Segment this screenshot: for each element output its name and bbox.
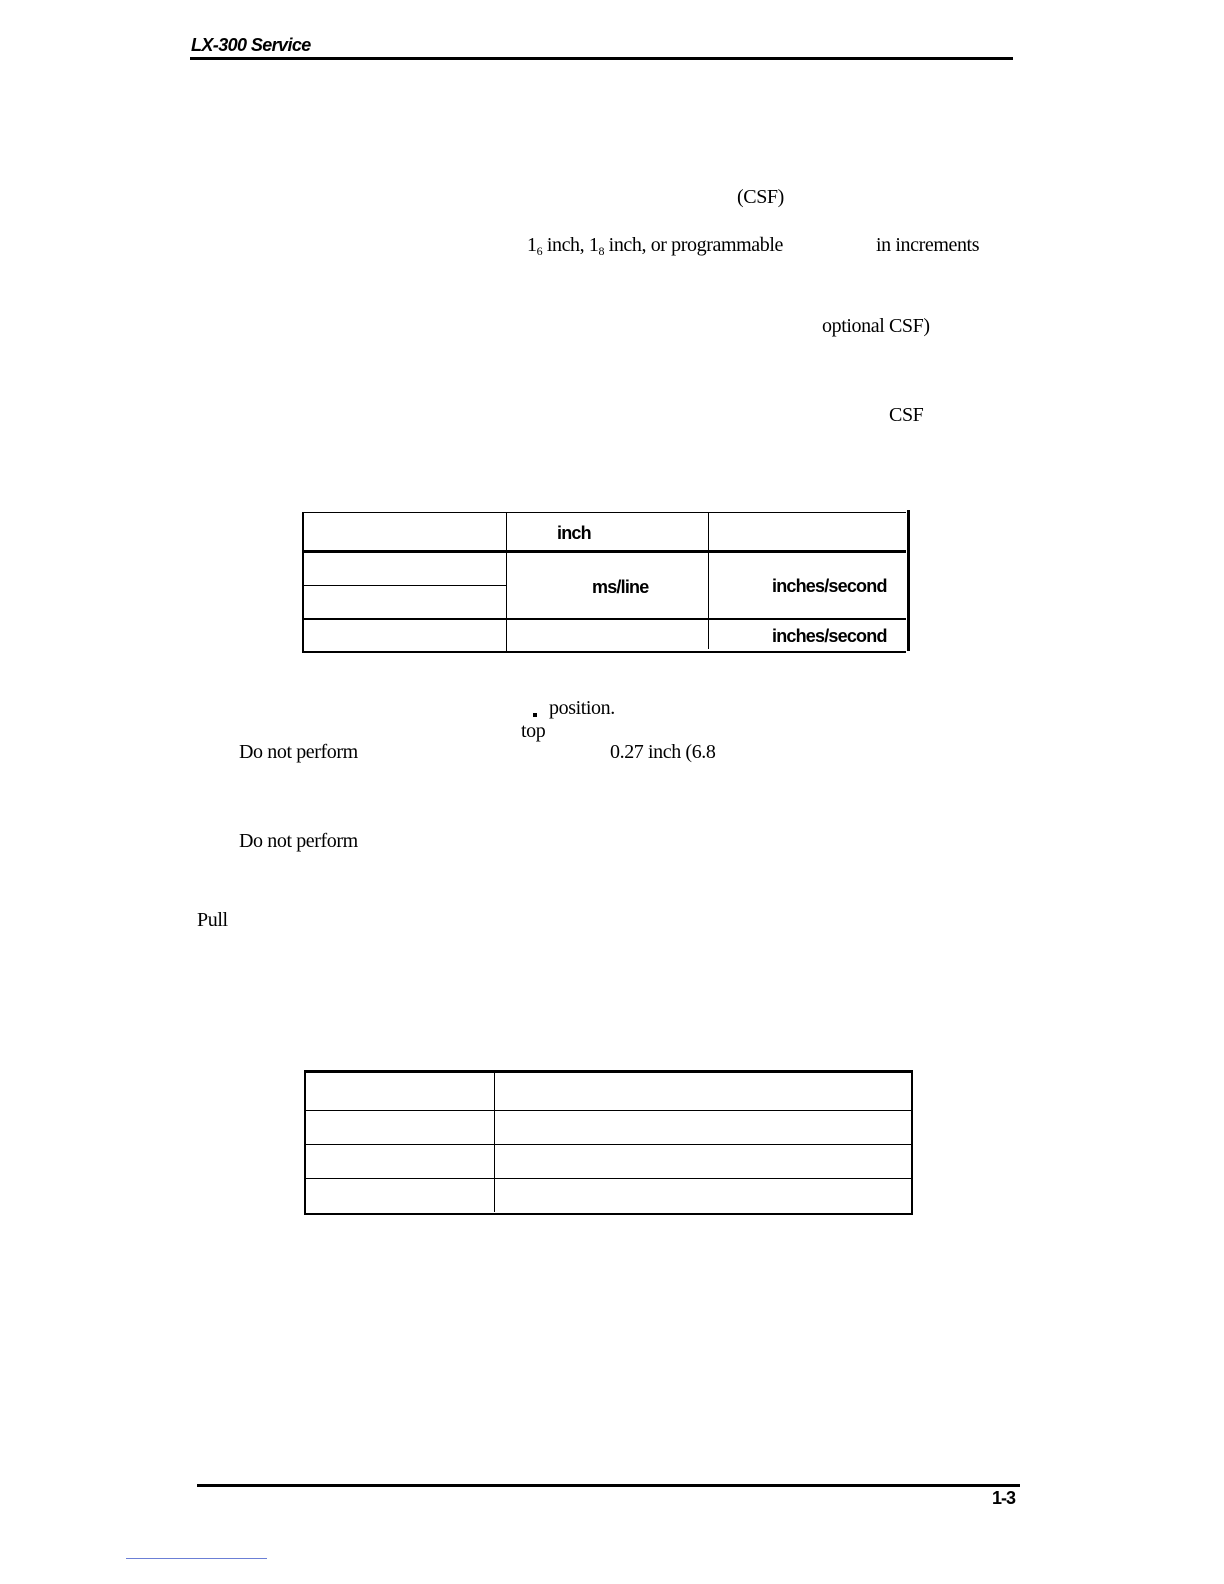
line-spacing-a: 1	[527, 234, 537, 256]
table-1-cell-speed-ips-2: inches/second	[772, 626, 887, 646]
page-header-title: LX-300 Service	[191, 35, 311, 55]
footer-rule	[197, 1484, 1020, 1487]
bottom-link-underline	[126, 1558, 267, 1559]
table-1-cell-speed-ips-1: inches/second	[772, 576, 887, 596]
table-1-header-cell: inch	[557, 523, 591, 543]
line-spacing-text	[527, 234, 783, 259]
header-rule	[190, 57, 1013, 60]
pull-text: Pull	[197, 909, 228, 931]
position-dot	[533, 713, 537, 717]
page-number: 1-3	[992, 1488, 1016, 1508]
line-spacing-b-sub: 8	[598, 244, 605, 258]
table-1	[302, 510, 910, 653]
do-not-perform-2: Do not perform	[239, 830, 358, 852]
table-1-cell-speed-ms: ms/line	[592, 577, 649, 597]
optional-csf-text: optional CSF)	[822, 315, 930, 337]
in-increments-text: in increments	[876, 234, 980, 256]
line-spacing-a-rest: inch,	[542, 234, 589, 256]
csf-text: CSF	[889, 404, 924, 426]
csf-paren-text: (CSF)	[737, 186, 784, 208]
table-2	[304, 1070, 914, 1216]
do-not-perform-1: Do not perform	[239, 741, 358, 763]
line-spacing-b: 1	[588, 234, 599, 256]
measure-text: 0.27 inch (6.8	[610, 741, 716, 763]
top-text: top	[521, 720, 546, 742]
line-spacing-a-sub: 6	[536, 244, 543, 258]
position-text: position.	[549, 697, 615, 719]
line-spacing-b-rest: inch, or programmable	[604, 234, 783, 256]
